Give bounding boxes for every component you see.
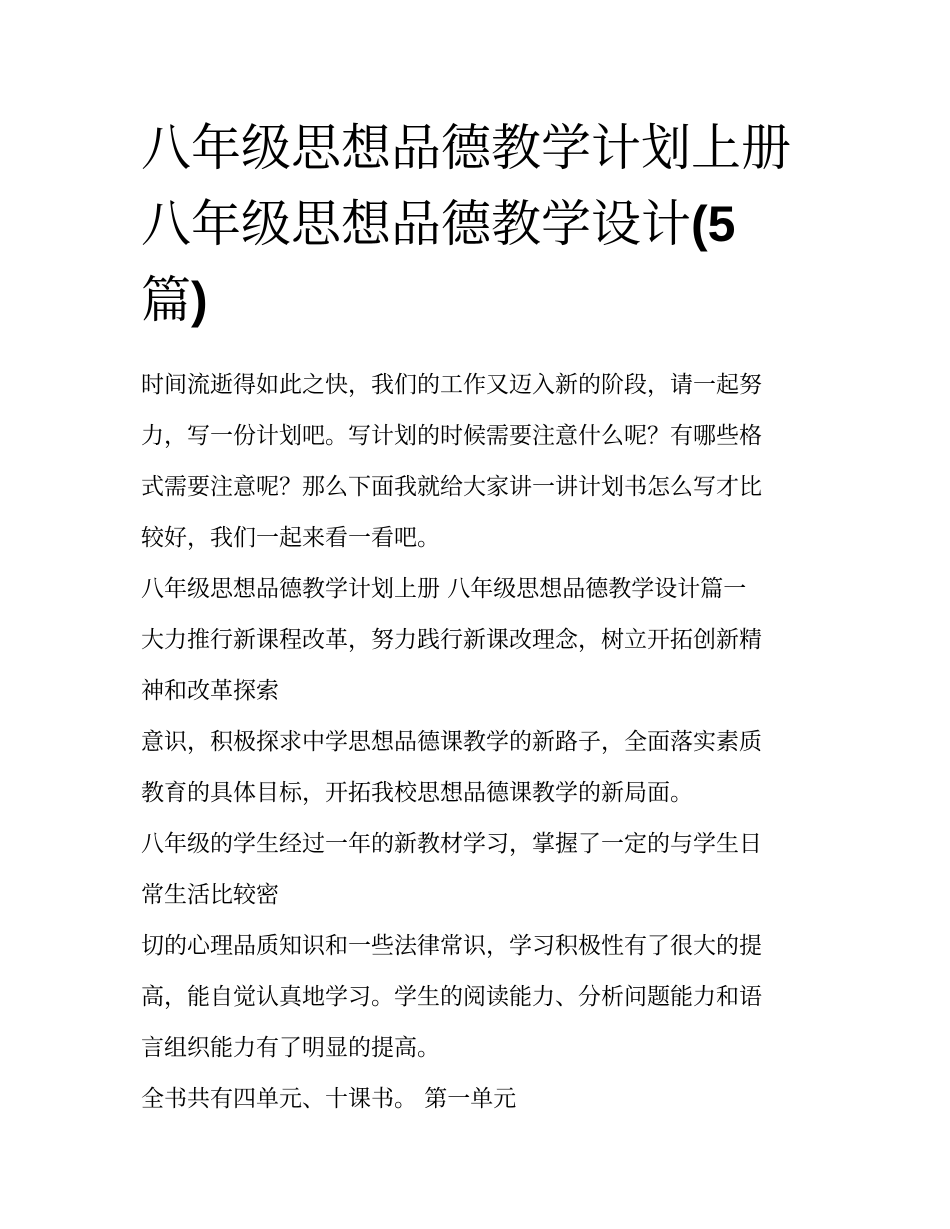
body-line: 全书共有四单元、十课书。 第一单元 [141,1086,517,1112]
body-line: 高，能自觉认真地学习。学生的阅读能力、分析问题能力和语 [141,984,762,1010]
document-body [141,360,821,1125]
body-line: 言组织能力有了明显的提高。 [141,1035,440,1061]
body-line: 大力推行新课程改革，努力践行新课改理念，树立开拓创新精 [141,627,762,653]
title-line-text: 八年级思想品德教学设计 [141,195,691,253]
title-line [141,262,821,338]
title-line-suffix: ) [191,272,208,328]
body-line: 意识，积极探求中学思想品德课教学的新路子，全面落实素质 [141,729,762,755]
body-line: 八年级思想品德教学计划上册 八年级思想品德教学设计篇一 [141,576,747,602]
body-line: 神和改革探索 [141,678,279,704]
title-line-text: 篇 [141,271,191,329]
title-line-suffix: (5 [691,196,736,252]
body-line: 切的心理品质知识和一些法律常识，学习积极性有了很大的提 [141,933,762,959]
body-line: 式需要注意呢？那么下面我就给大家讲一讲计划书怎么写才比 [141,474,762,500]
body-line: 教育的具体目标，开拓我校思想品德课教学的新局面。 [141,780,693,806]
title-line [141,186,821,262]
body-line: 时间流逝得如此之快，我们的工作又迈入新的阶段，请一起努 [141,372,762,398]
title-line-text: 八年级思想品德教学计划上册 [141,119,791,177]
title-line [141,110,821,186]
document-page [141,110,821,1125]
body-line: 常生活比较密 [141,882,279,908]
document-title [141,110,821,338]
body-line: 较好，我们一起来看一看吧。 [141,525,440,551]
body-line: 八年级的学生经过一年的新教材学习，掌握了一定的与学生日 [141,831,762,857]
body-line: 力，写一份计划吧。写计划的时候需要注意什么呢？有哪些格 [141,423,762,449]
